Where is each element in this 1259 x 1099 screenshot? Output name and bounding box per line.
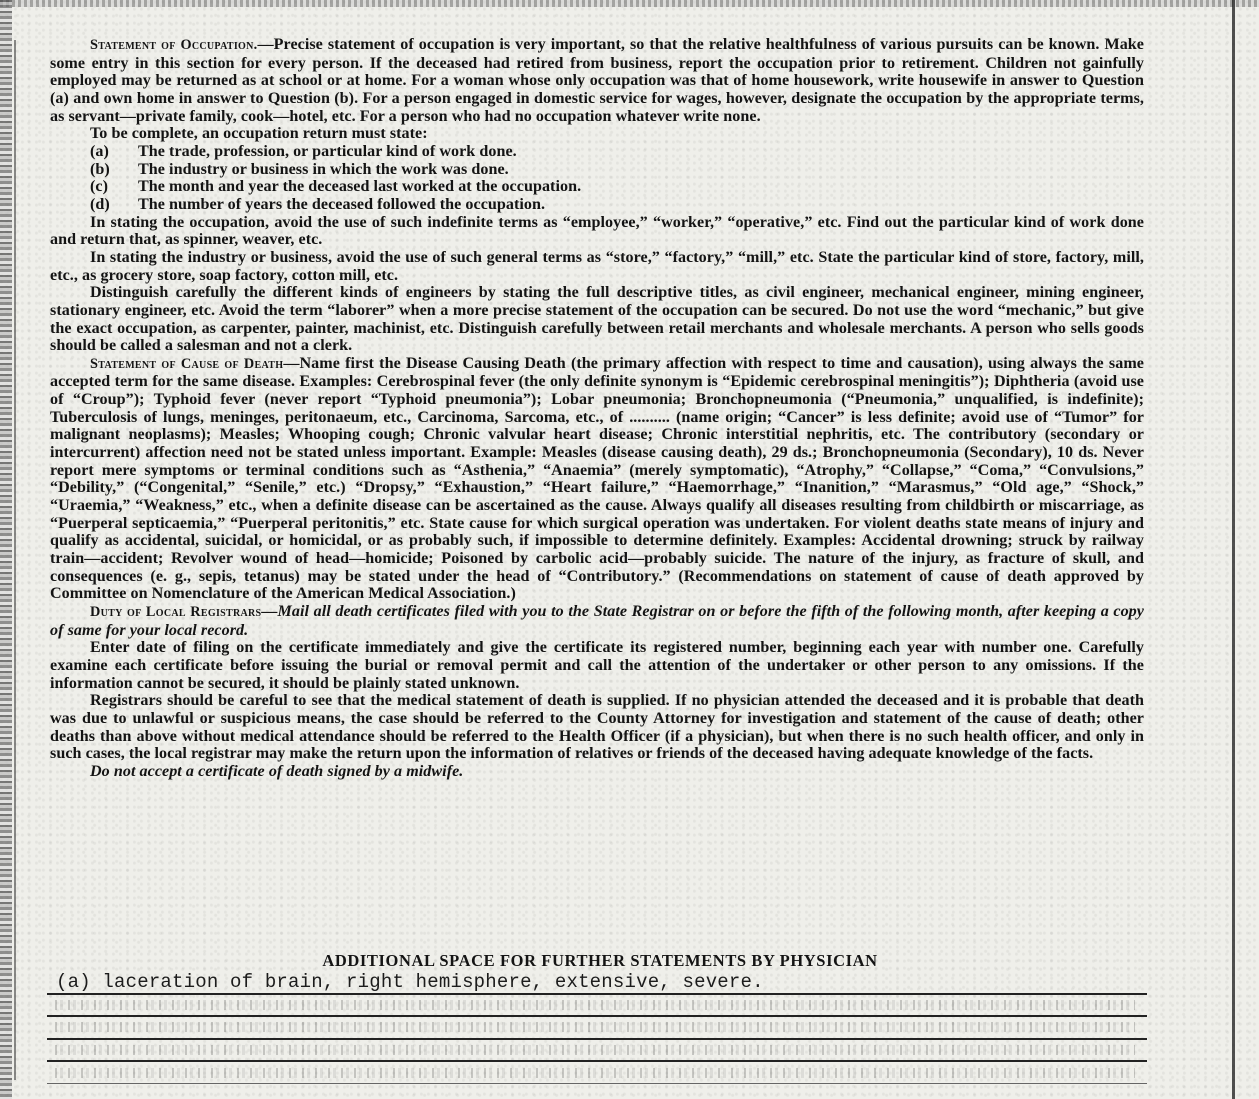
faded-text-smudge [55,1000,1135,1010]
occupation-industry-terms: In stating the industry or business, avoid the use of such general terms as “store,” “factory,” “mill,” etc. State the particular kind of store, factory, mill, etc., as grocery store, soap factory, cotton mill, etc. [50,248,1144,284]
left-edge-scan-artifact [0,0,12,1099]
faded-text-smudge [55,1068,1135,1078]
occupation-item: (b) The industry or business in which the work was done. [90,160,509,178]
registrars-paragraph [50,603,1144,639]
cause-text: —Name first the Disease Causing Death (the primary affection with respect to time and causation), using always the same accepted term for the same disease. Examples: Cerebrospinal fever (the only definite synonym is “Epidemic cerebrospinal meningitis”); Diphtheria (avoid use of “Croup”); Typhoid fever (never report “Typhoid pneumonia”); Lobar pneumonia; Bronchopneumonia (“Pneumonia,” unqualified, is indefinite); Tuberculosis of lungs, meninges, peritonaeum, etc., Carcinoma, Sarcoma, etc., of .......... (name origin; “Cancer” is less definite; avoid use of “Tumor” for malignant neoplasms); Measles; Whooping cough; Chronic valvular heart disease; Chronic interstitial nephritis, etc. The contributory (secondary or intercurrent) affection need not be stated unless important. Example: Measles (disease causing death), 29 ds.; Bronchopneumonia (Secondary), 10 ds. Never report mere symptoms or terminal conditions such as “Asthenia,” “Anaemia” (merely symptomatic), “Atrophy,” “Collapse,” “Coma,” “Convulsions,” “Debility,” (“Congenital,” “Senile,” etc.) “Dropsy,” “Exhaustion,” “Heart failure,” “Haemorrhage,” “Inanition,” “Marasmus,” “Old age,” “Shock,” “Uraemia,” “Weakness,” etc., when a definite disease can be ascertained as the cause. Always qualify all diseases resulting from childbirth or miscarriage, as “Puerperal septicaemia,” “Puerperal peritonitis,” etc. State cause for which surgical operation was undertaken. For violent deaths state means of injury and qualify as accidental, suicidal, or homicidal, or as probably such, if impossible to determine definitely. Examples: Accidental drowning; struck by railway train—accident; Revolver wound of head—homicide; Poisoned by carbolic acid—probably suicide. The nature of the injury, as fracture of skull, and consequences (e. g., sepis, tetanus) may be stated under the head of “Contributory.” (Recommendations on statement of cause of death approved by Committee on Nomenclature of the American Medical Association.) [50,354,1144,603]
faded-text-smudge [55,1045,1135,1055]
registrars-mail: —Mail all death certificates filed with you to the State Registrar on or before the fifth of the following month, after keeping a copy of same for your local record. [50,603,1144,639]
registrars-midwife: Do not accept a certificate of death signed by a midwife. [90,762,464,780]
form-rule [47,1015,1147,1017]
form-rule [47,1060,1147,1062]
occupation-intro: —Precise statement of occupation is very important, so that the relative healthfulness of various pursuits can be known. Make some entry in this section for every person. If the deceased had retired from business, report the occupation prior to retirement. Children not gainfully employed may be returned as at school or at home. For a woman whose only occupation was that of home housework, write housewife in answer to Question (a) and own home in answer to Question (b). For a person engaged in domestic service for wages, however, designate the occupation by the appropriate terms, as servant—private family, cook—hotel, etc. For a person who had no occupation whatever write none. [50,36,1145,125]
registrars-heading: Duty of Local Registrars [90,604,262,620]
form-rule [47,993,1147,995]
occupation-item: (d) The number of years the deceased followed the occupation. [90,195,546,213]
occupation-indefinite-terms: In stating the occupation, avoid the use of such indefinite terms as “employee,” “worker,” “operative,” etc. Find out the particular kind of work done and return that, as spinner, weaver, etc. [50,213,1144,249]
additional-space-heading: ADDITIONAL SPACE FOR FURTHER STATEMENTS BY PHYSICIAN [322,951,878,970]
registrars-careful: Registrars should be careful to see that the medical statement of death is supplied. If no physician attended the deceased and it is probable that death was due to unlawful or suspicious means, the case should be referred to the County Attorney for investigation and statement of the cause of death; other deaths than above without medical attendance should be referred to the Health Officer (if a physician), but when there is no such health officer, and only in such cases, the local registrar may make the return upon the information of relatives or friends of the deceased having adequate knowledge of the facts. [50,692,1144,763]
cause-of-death-paragraph [50,355,1144,603]
registrars-filing: Enter date of filing on the certificate immediately and give the certificate its registered number, beginning each year with number one. Carefully examine each certificate before issuing the burial or removal permit and call the attention of the undertaker or other person to any omissions. If the information cannot be secured, it should be plainly stated unknown. [50,639,1144,692]
cause-heading: Statement of Cause of Death [90,355,284,372]
occupation-item: (a) The trade, profession, or particular kind of work done. [90,142,517,160]
right-border-line [1232,0,1235,1099]
occupation-complete-intro: To be complete, an occupation return must state: [90,125,428,143]
form-rule [47,1038,1147,1040]
left-binding-line [14,40,16,1080]
physician-typed-statement: (a) laceration of brain, right hemisphere, extensive, severe. [56,971,764,993]
occupation-items [50,143,1144,214]
instructions-text [50,36,1144,781]
form-rule [47,1083,1147,1084]
faded-text-smudge [55,1022,1135,1032]
occupation-engineers: Distinguish carefully the different kinds of engineers by stating the full descriptive titles, as civil engineer, mechanical engineer, mining engineer, stationary engineer, etc. Avoid the term “laborer” when a more precise statement of the occupation can be secured. Do not use the word “mechanic,” but give the exact occupation, as carpenter, painter, machinist, etc. Distinguish carefully between retail merchants and wholesale merchants. A person who sells goods should be called a salesman and not a clerk. [50,284,1144,355]
occupation-heading: Statement of Occupation. [90,37,258,53]
occupation-item: (c) The month and year the deceased last worked at the occupation. [90,178,582,196]
top-border [0,0,1259,7]
occupation-paragraph [50,36,1144,125]
